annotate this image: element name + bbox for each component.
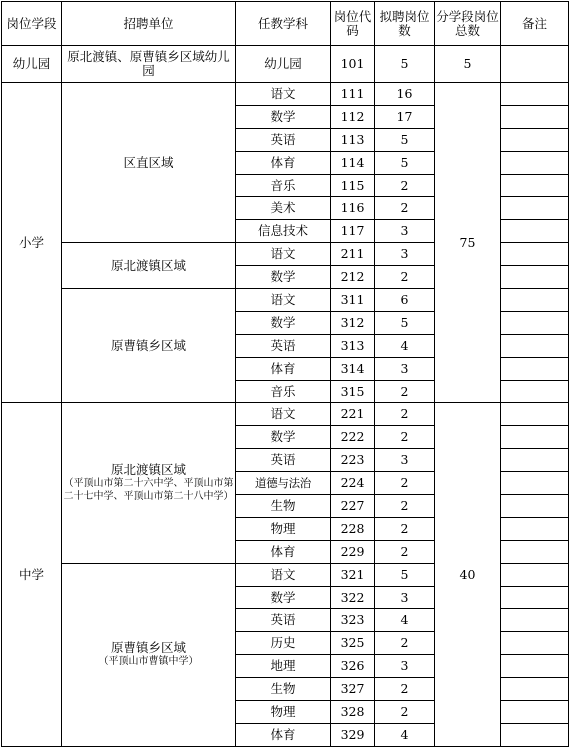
remark-cell (501, 128, 569, 151)
header-cell: 任教学科 (236, 2, 331, 46)
subject-cell: 英语 (236, 609, 331, 632)
remark-cell (501, 609, 569, 632)
remark-cell (501, 472, 569, 495)
count-cell: 2 (375, 426, 435, 449)
remark-cell (501, 151, 569, 174)
table-row (2, 46, 569, 83)
count-cell: 2 (375, 380, 435, 403)
count-cell: 2 (375, 540, 435, 563)
code-cell: 312 (331, 311, 375, 334)
subject-cell: 语文 (236, 563, 331, 586)
remark-cell (501, 563, 569, 586)
count-cell: 3 (375, 243, 435, 266)
remark-cell (501, 243, 569, 266)
unit-cell (62, 83, 236, 243)
subject-cell: 音乐 (236, 380, 331, 403)
count-cell: 2 (375, 472, 435, 495)
count-cell: 2 (375, 632, 435, 655)
unit-name: 原北渡镇区域 (110, 257, 186, 273)
stage-total-cell: 5 (435, 46, 501, 83)
subject-cell: 数学 (236, 426, 331, 449)
unit-name: 区直区域 (123, 154, 174, 170)
code-cell: 113 (331, 128, 375, 151)
subject-cell: 生物 (236, 495, 331, 518)
unit-cell (62, 289, 236, 403)
code-cell: 222 (331, 426, 375, 449)
header-cell: 招聘单位 (62, 2, 236, 46)
stage-cell: 小学 (2, 83, 62, 403)
subject-cell: 英语 (236, 449, 331, 472)
code-cell: 221 (331, 403, 375, 426)
code-cell: 212 (331, 266, 375, 289)
remark-cell (501, 586, 569, 609)
subject-cell: 道德与法治 (236, 472, 331, 495)
subject-cell: 地理 (236, 655, 331, 678)
code-cell: 114 (331, 151, 375, 174)
count-cell: 4 (375, 723, 435, 746)
count-cell: 2 (375, 495, 435, 518)
subject-cell: 英语 (236, 128, 331, 151)
remark-cell (501, 495, 569, 518)
stage-total-cell: 75 (435, 83, 501, 403)
count-cell: 3 (375, 655, 435, 678)
stage-cell: 幼儿园 (2, 46, 62, 83)
header-cell: 岗位学段 (2, 2, 62, 46)
count-cell: 4 (375, 334, 435, 357)
count-cell: 5 (375, 151, 435, 174)
header-cell: 拟聘岗位数 (375, 2, 435, 46)
remark-cell (501, 678, 569, 701)
subject-cell: 语文 (236, 403, 331, 426)
subject-cell: 语文 (236, 289, 331, 312)
code-cell: 112 (331, 105, 375, 128)
subject-cell: 语文 (236, 243, 331, 266)
unit-cell (62, 563, 236, 746)
unit-cell (62, 243, 236, 289)
subject-cell: 信息技术 (236, 220, 331, 243)
remark-cell (501, 403, 569, 426)
code-cell: 314 (331, 357, 375, 380)
subject-cell: 数学 (236, 266, 331, 289)
table-row (2, 403, 569, 426)
unit-note: （平顶山市曹镇中学） (98, 656, 199, 668)
subject-cell: 体育 (236, 540, 331, 563)
unit-name: 原曹镇乡区域 (110, 640, 186, 656)
stage-cell: 中学 (2, 403, 62, 746)
count-cell: 5 (375, 128, 435, 151)
count-cell: 3 (375, 449, 435, 472)
count-cell: 2 (375, 678, 435, 701)
remark-cell (501, 311, 569, 334)
subject-cell: 生物 (236, 678, 331, 701)
remark-cell (501, 723, 569, 746)
remark-cell (501, 701, 569, 724)
unit-name: 原曹镇乡区域 (110, 337, 186, 353)
table-row (2, 83, 569, 106)
count-cell: 2 (375, 174, 435, 197)
remark-cell (501, 632, 569, 655)
code-cell: 328 (331, 701, 375, 724)
count-cell: 2 (375, 266, 435, 289)
remark-cell (501, 655, 569, 678)
count-cell: 3 (375, 357, 435, 380)
header-cell: 分学段岗位总数 (435, 2, 501, 46)
subject-cell: 数学 (236, 586, 331, 609)
code-cell: 116 (331, 197, 375, 220)
code-cell: 101 (331, 46, 375, 83)
remark-cell (501, 220, 569, 243)
code-cell: 115 (331, 174, 375, 197)
remark-cell (501, 540, 569, 563)
count-cell: 2 (375, 517, 435, 540)
code-cell: 325 (331, 632, 375, 655)
unit-note: （平顶山市第二十六中学、平顶山市第二十七中学、平顶山市第二十八中学） (63, 478, 234, 503)
count-cell: 2 (375, 701, 435, 724)
count-cell: 2 (375, 403, 435, 426)
remark-cell (501, 426, 569, 449)
recruitment-table (1, 1, 569, 747)
remark-cell (501, 449, 569, 472)
count-cell: 3 (375, 586, 435, 609)
subject-cell: 体育 (236, 723, 331, 746)
subject-cell: 历史 (236, 632, 331, 655)
code-cell: 224 (331, 472, 375, 495)
remark-cell (501, 105, 569, 128)
count-cell: 5 (375, 563, 435, 586)
header-row (2, 2, 569, 46)
unit-name: 原北渡镇区域 (110, 462, 186, 478)
count-cell: 4 (375, 609, 435, 632)
remark-cell (501, 517, 569, 540)
count-cell: 5 (375, 46, 435, 83)
code-cell: 227 (331, 495, 375, 518)
code-cell: 321 (331, 563, 375, 586)
remark-cell (501, 266, 569, 289)
code-cell: 313 (331, 334, 375, 357)
subject-cell: 物理 (236, 517, 331, 540)
remark-cell (501, 289, 569, 312)
count-cell: 3 (375, 220, 435, 243)
header-cell: 备注 (501, 2, 569, 46)
remark-cell (501, 380, 569, 403)
code-cell: 211 (331, 243, 375, 266)
code-cell: 223 (331, 449, 375, 472)
code-cell: 229 (331, 540, 375, 563)
count-cell: 6 (375, 289, 435, 312)
header-cell: 岗位代码 (331, 2, 375, 46)
subject-cell: 数学 (236, 311, 331, 334)
code-cell: 311 (331, 289, 375, 312)
code-cell: 327 (331, 678, 375, 701)
subject-cell: 美术 (236, 197, 331, 220)
subject-cell: 体育 (236, 151, 331, 174)
unit-cell: 原北渡镇、原曹镇乡区域幼儿园 (62, 46, 236, 83)
remark-cell (501, 197, 569, 220)
remark-cell (501, 83, 569, 106)
unit-cell (62, 403, 236, 563)
remark-cell (501, 46, 569, 83)
subject-cell: 数学 (236, 105, 331, 128)
code-cell: 111 (331, 83, 375, 106)
subject-cell: 音乐 (236, 174, 331, 197)
code-cell: 329 (331, 723, 375, 746)
code-cell: 323 (331, 609, 375, 632)
count-cell: 5 (375, 311, 435, 334)
count-cell: 16 (375, 83, 435, 106)
code-cell: 322 (331, 586, 375, 609)
count-cell: 17 (375, 105, 435, 128)
code-cell: 117 (331, 220, 375, 243)
remark-cell (501, 357, 569, 380)
code-cell: 315 (331, 380, 375, 403)
subject-cell: 语文 (236, 83, 331, 106)
code-cell: 228 (331, 517, 375, 540)
count-cell: 2 (375, 197, 435, 220)
subject-cell: 物理 (236, 701, 331, 724)
remark-cell (501, 174, 569, 197)
subject-cell: 英语 (236, 334, 331, 357)
subject-cell: 体育 (236, 357, 331, 380)
code-cell: 326 (331, 655, 375, 678)
stage-total-cell: 40 (435, 403, 501, 746)
subject-cell: 幼儿园 (236, 46, 331, 83)
remark-cell (501, 334, 569, 357)
